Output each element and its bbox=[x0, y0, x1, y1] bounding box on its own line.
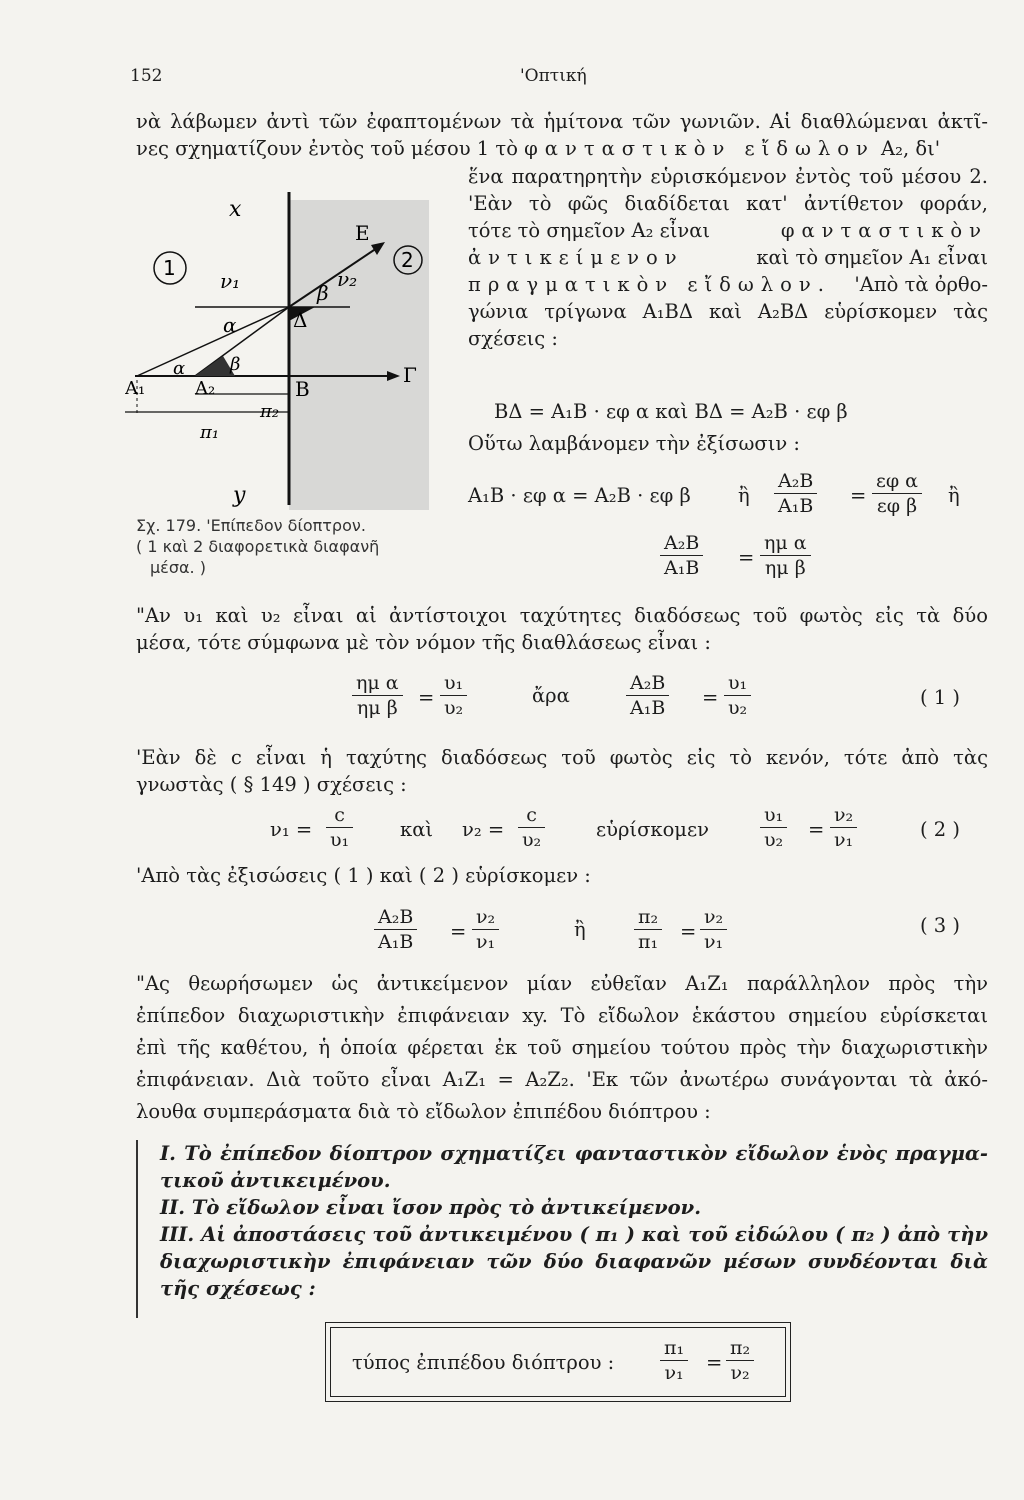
label-a2: Α₂ bbox=[195, 378, 216, 399]
eq3-frac-b: $\frac{\text{ν₂}}{\text{ν₁}}$ bbox=[472, 906, 499, 953]
label-e: Ε bbox=[355, 221, 370, 245]
para3-line-1: 'Εὰν δὲ c εἶναι ἡ ταχύτης διαδόσεως τοῦ φωτὸς εἰς τὸ κενόν, τότε ἀπὸ τὰς bbox=[136, 746, 988, 769]
frac-tan: $\frac{\text{εφ α}}{\text{εφ β}}$ bbox=[872, 470, 922, 517]
eq3-tag: ( 3 ) bbox=[920, 914, 961, 937]
conclusion-1b: τικοῦ ἀντικειμένου. bbox=[160, 1169, 391, 1192]
eq-main-or: ἢ bbox=[738, 484, 750, 507]
page-number: 152 bbox=[130, 66, 163, 86]
label-pi1: π₁ bbox=[200, 422, 220, 443]
eq1-frac-v: $\frac{\text{υ₁}}{\text{υ₂}}$ bbox=[440, 672, 467, 719]
label-v1: ν₁ bbox=[220, 269, 241, 293]
eq2-kai: καὶ bbox=[400, 818, 434, 841]
label-y: y bbox=[233, 483, 246, 508]
para2-line-1: "Αν υ₁ καὶ υ₂ εἶναι αἱ ἀντίστοιχοι ταχύτητες διαδόσεως τοῦ φωτὸς εἰς τὰ δύο bbox=[136, 604, 988, 627]
ray-from-a2 bbox=[195, 307, 289, 376]
right-line-5: πραγματικὸν εἴδωλον. 'Απὸ τὰ ὀρθο- bbox=[468, 273, 988, 296]
conclusions-bar bbox=[136, 1140, 138, 1318]
para5-line-2: ἐπίπεδον διαχωριστικὴν ἐπιφάνειαν xy. Τὸ εἴδωλον ἑκάστου σημείου εὑρίσκεται bbox=[136, 1004, 988, 1027]
figure-caption-2: ( 1 καὶ 2 διαφορετικὰ διαφανῆ bbox=[136, 537, 380, 556]
right-line-6: γώνια τρίγωνα Α₁ΒΔ καὶ Α₂ΒΔ εὑρίσκομεν τὰς bbox=[468, 300, 988, 323]
label-x: x bbox=[229, 197, 242, 222]
label-v2: ν₂ bbox=[337, 267, 358, 291]
para2-line-2: μέσα, τότε σύμφωνα μὲ τὸν νόμον τῆς διαθλάσεως εἶναι : bbox=[136, 631, 711, 654]
para5-line-1: "Ας θεωρήσωμεν ὡς ἀντικείμενον μίαν εὐθεῖαν Α₁Ζ₁ παράλληλον πρὸς τὴν bbox=[136, 972, 988, 995]
conclusion-1a: I. Τὸ ἐπίπεδον δίοπτρον σχηματίζει φανταστικὸν εἴδωλον ἑνὸς πραγμα- bbox=[160, 1142, 988, 1165]
eq2-v1: ν₁ = bbox=[270, 818, 313, 841]
formula-label: τύπος ἐπιπέδου διόπτρου : bbox=[352, 1351, 615, 1374]
para4-line-1: 'Απὸ τὰς ἐξισώσεις ( 1 ) καὶ ( 2 ) εὑρίσκομεν : bbox=[136, 864, 591, 887]
formula-frac-1: $\frac{\text{π₁}}{\text{ν₁}}$ bbox=[660, 1337, 688, 1384]
figure-plane-diopter bbox=[125, 180, 455, 520]
label-beta: β bbox=[317, 281, 329, 305]
frac-sin: $\frac{\text{ημ α}}{\text{ημ β}}$ bbox=[760, 532, 811, 579]
conclusion-3c: τῆς σχέσεως : bbox=[160, 1277, 316, 1300]
eq1-frac-v-2: $\frac{\text{υ₁}}{\text{υ₂}}$ bbox=[724, 672, 751, 719]
para3-line-2: γνωστὰς ( § 149 ) σχέσεις : bbox=[136, 773, 407, 796]
label-beta-2: β bbox=[230, 354, 241, 375]
label-medium-2: 2 bbox=[401, 248, 414, 272]
label-medium-1: 1 bbox=[163, 256, 176, 280]
eq-main-or-2: ἢ bbox=[948, 484, 960, 507]
label-b: Β bbox=[295, 377, 310, 401]
eq1-word: ἄρα bbox=[532, 684, 570, 707]
conclusion-3b: διαχωριστικὴν ἐπιφάνειαν τῶν δύο διαφανῶν μέσων συνδέονται διὰ bbox=[160, 1250, 988, 1273]
figure-caption-1: Σχ. 179. 'Επίπεδον δίοπτρον. bbox=[136, 516, 366, 535]
label-alpha: α bbox=[223, 313, 237, 337]
eq2-frac-a: $\frac{c}{\text{υ₁}}$ bbox=[326, 804, 353, 851]
right-line-4: ἀντικείμενον καὶ τὸ σημεῖον Α₁ εἶναι bbox=[468, 246, 988, 269]
right-line-2: 'Εὰν τὸ φῶς διαδίδεται κατ' ἀντίθετον φοράν, bbox=[468, 192, 988, 215]
label-a1: Α₁ bbox=[125, 378, 146, 399]
para5-line-3: ἐπὶ τῆς καθέτου, ἡ ὁποία φέρεται ἐκ τοῦ σημείου τούτου πρὸς τὴν διαχωριστικὴν bbox=[136, 1036, 988, 1059]
intro-line-2: νες σχηματίζουν ἐντὸς τοῦ μέσου 1 τὸ φανταστικὸν εἴδωλον Α₂, δι' bbox=[136, 137, 941, 160]
eq2-word: εὑρίσκομεν bbox=[596, 818, 709, 841]
eq2-frac-d: $\frac{\text{ν₂}}{\text{ν₁}}$ bbox=[830, 804, 857, 851]
conclusion-3a: III. Αἱ ἀποστάσεις τοῦ ἀντικειμένου ( π₁ ) καὶ τοῦ εἰδώλου ( π₂ ) ἀπὸ τὴν bbox=[160, 1223, 988, 1246]
eq2-frac-c: $\frac{\text{υ₁}}{\text{υ₂}}$ bbox=[760, 804, 787, 851]
frac-a2b-a1b: $\frac{\text{Α₂Β}}{\text{Α₁Β}}$ bbox=[774, 470, 817, 517]
right-line-8: Οὕτω λαμβάνομεν τὴν ἐξίσωσιν : bbox=[468, 432, 800, 455]
eq-bd: ΒΔ = Α₁Β · εφ α καὶ ΒΔ = Α₂Β · εφ β bbox=[494, 400, 848, 423]
right-line-7: σχέσεις : bbox=[468, 327, 558, 350]
intro-line-1: νὰ λάβωμεν ἀντὶ τῶν ἐφαπτομένων τὰ ἡμίτονα τῶν γωνιῶν. Αἱ διαθλώμεναι ἀκτῖ- bbox=[136, 110, 988, 133]
formula-box: τύπος ἐπιπέδου διόπτρου : $\frac{\text{π₁}}{\text{ν₁}}$ = $\frac{\text{π₂}}{\text{ν₂}}$ bbox=[325, 1322, 791, 1402]
eq-main-left: Α₁Β · εφ α = Α₂Β · εφ β bbox=[468, 484, 691, 507]
eq1-tag: ( 1 ) bbox=[920, 686, 961, 709]
label-pi2: π₂ bbox=[260, 401, 280, 422]
eq3-frac-c: $\frac{\text{π₂}}{\text{π₁}}$ bbox=[634, 906, 662, 953]
eq2-v2: ν₂ = bbox=[462, 818, 505, 841]
eq3-frac-d: $\frac{\text{ν₂}}{\text{ν₁}}$ bbox=[700, 906, 727, 953]
right-line-3: τότε τὸ σημεῖον Α₂ εἶναι φανταστικὸν bbox=[468, 219, 988, 242]
eq3-frac-a: $\frac{\text{Α₂Β}}{\text{Α₁Β}}$ bbox=[374, 906, 417, 953]
eq2-frac-b: $\frac{c}{\text{υ₂}}$ bbox=[518, 804, 545, 851]
formula-frac-2: $\frac{\text{π₂}}{\text{ν₂}}$ bbox=[726, 1337, 754, 1384]
angle-fill-a2 bbox=[195, 356, 235, 376]
label-g: Γ bbox=[403, 363, 417, 387]
eq1-frac-ab: $\frac{\text{Α₂Β}}{\text{Α₁Β}}$ bbox=[626, 672, 669, 719]
eq2-tag: ( 2 ) bbox=[920, 818, 961, 841]
right-line-1: ἕνα παρατηρητὴν εὑρισκόμενον ἐντὸς τοῦ μέσου 2. bbox=[468, 165, 988, 188]
conclusion-2: II. Τὸ εἴδωλον εἶναι ἴσον πρὸς τὸ ἀντικείμενον. bbox=[160, 1196, 701, 1219]
eq1-frac-sin: $\frac{\text{ημ α}}{\text{ημ β}}$ bbox=[352, 672, 403, 719]
label-d: Δ bbox=[293, 308, 308, 332]
frac-a2b-a1b-2: $\frac{\text{Α₂Β}}{\text{Α₁Β}}$ bbox=[660, 532, 703, 579]
running-title: 'Οπτική bbox=[520, 66, 587, 86]
para5-line-5: λουθα συμπεράσματα διὰ τὸ εἴδωλον ἐπιπέδου διόπτρου : bbox=[136, 1100, 711, 1123]
label-alpha-2: α bbox=[173, 358, 186, 379]
eq3-or: ἢ bbox=[574, 918, 586, 941]
para5-line-4: ἐπιφάνειαν. Διὰ τοῦτο εἶναι Α₁Ζ₁ = Α₂Ζ₂. 'Εκ τῶν ἀνωτέρω συνάγονται τὰ ἀκό- bbox=[136, 1068, 988, 1091]
figure-caption-3: μέσα. ) bbox=[150, 558, 206, 577]
